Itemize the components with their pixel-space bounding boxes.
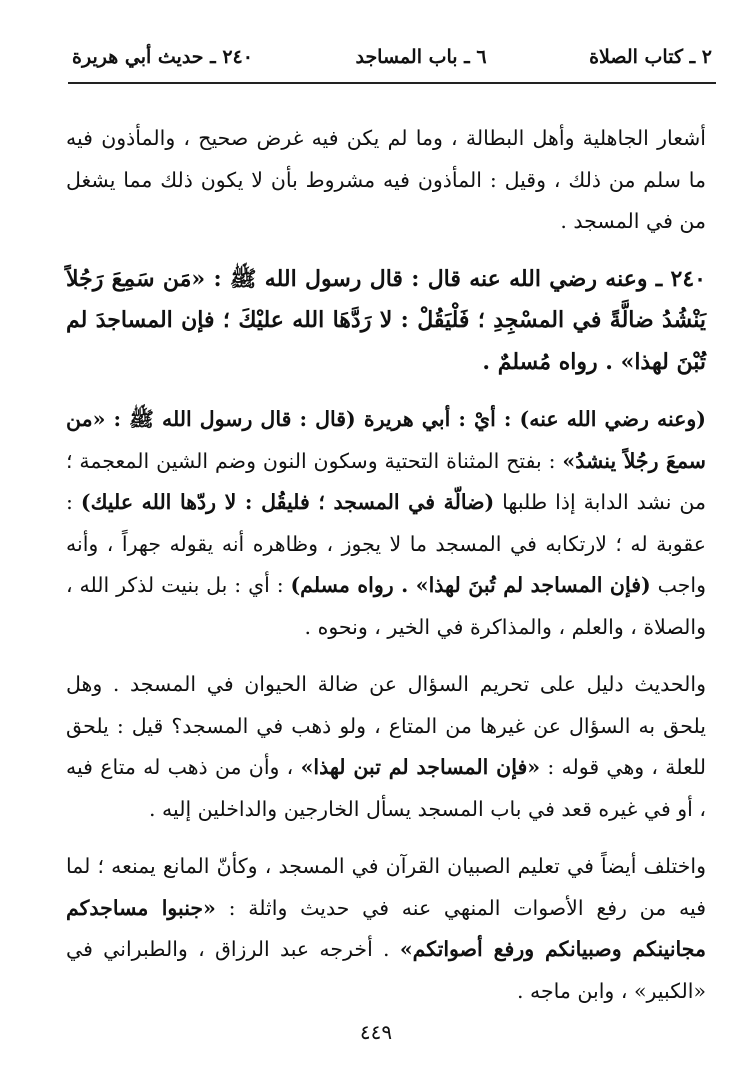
commentary-quote-1: (قال : قال رسول الله ﷺ : «من سمعَ رجُلاً ينشدُ» [66, 407, 706, 473]
commentary-text-3: : أي : بل بنيت لذكر الله ، والصلاة ، والعلم ، والمذاكرة في الخير ، ونحوه . [66, 573, 706, 639]
commentary-quote-3: (فإن المساجد لم تُبنَ لهذا» . رواه مسلم) [290, 573, 651, 597]
ruling-quote: «فإن المساجد لم تبن لهذا» [300, 755, 541, 779]
page-number: ٤٤٩ [359, 1020, 393, 1044]
header-book-title: ٢ ـ كتاب الصلاة [589, 46, 712, 68]
dispute-text-1: واختلف أيضاً في تعليم الصبيان القرآن في المسجد ، وكأنّ المانع يمنعه ؛ لما فيه من رفع الأصوات المنهي عنه في حديث واثلة : [66, 854, 706, 920]
ruling-paragraph [66, 664, 706, 830]
dispute-text-2: . أخرجه عبد الرزاق ، والطبراني في «الكبير» ، وابن ماجه . [66, 937, 706, 1003]
header-hadith-title: ٢٤٠ ـ حديث أبي هريرة [72, 46, 253, 68]
hadith-text: ٢٤٠ ـ وعنه رضي الله عنه قال : قال رسول الله ﷺ : «مَن سَمِعَ رَجُلاً يَنْشُدُ ضالَّةً في المسْجِدِ ؛ فَلْيَقُلْ : لا رَدَّهَا الله عليْكَ ؛ فإن المساجدَ لم تُبْنَ لهذا» . رواه مُسلمٌ . [66, 265, 706, 375]
header-chapter-title: ٦ ـ باب المساجد [355, 46, 487, 68]
commentary-quote-2: (ضالّة في المسجد ؛ فليقُل : لا ردّها الله عليك) [80, 490, 495, 514]
commentary-paragraph [66, 399, 706, 648]
ruling-text-2: ، وأن من ذهب له متاع فيه ، أو في غيره قعد في باب المسجد يسأل الخارجين والداخلين إليه . [66, 755, 706, 821]
running-header [72, 38, 712, 76]
ruling-text-1: والحديث دليل على تحريم السؤال عن ضالة الحيوان في المسجد . وهل يلحق به السؤال عن غيرها من المتاع ، ولو ذهب في المسجد؟ قيل : يلحق للعلة ، وهي قوله : [66, 672, 707, 779]
commentary-text-2: : عقوبة له ؛ لارتكابه في المسجد ما لا يجوز ، وظاهره أنه يقوله جهراً ، وأنه واجب [66, 490, 706, 597]
commentary-text-1: : بفتح المثناة التحتية وسكون النون وضم الشين المعجمة ؛ من نشد الدابة إذا طلبها [66, 448, 706, 514]
dispute-paragraph [66, 846, 706, 1012]
commentary-narrator: (وعنه رضي الله عنه) : أيْ : أبي هريرة [355, 407, 706, 431]
dispute-quote: «جنبوا مساجدكم مجانينكم وصبيانكم ورفع أصواتكم» [66, 895, 706, 961]
page-body [66, 118, 706, 1028]
paragraph-continuation: أشعار الجاهلية وأهل البطالة ، وما لم يكن فيه غرض صحيح ، والمأذون فيه ما سلم من ذلك ، وقيل : المأذون فيه مشروط بأن لا يكون ذلك مما يشغل من في المسجد . [66, 126, 706, 233]
header-divider [68, 82, 716, 84]
